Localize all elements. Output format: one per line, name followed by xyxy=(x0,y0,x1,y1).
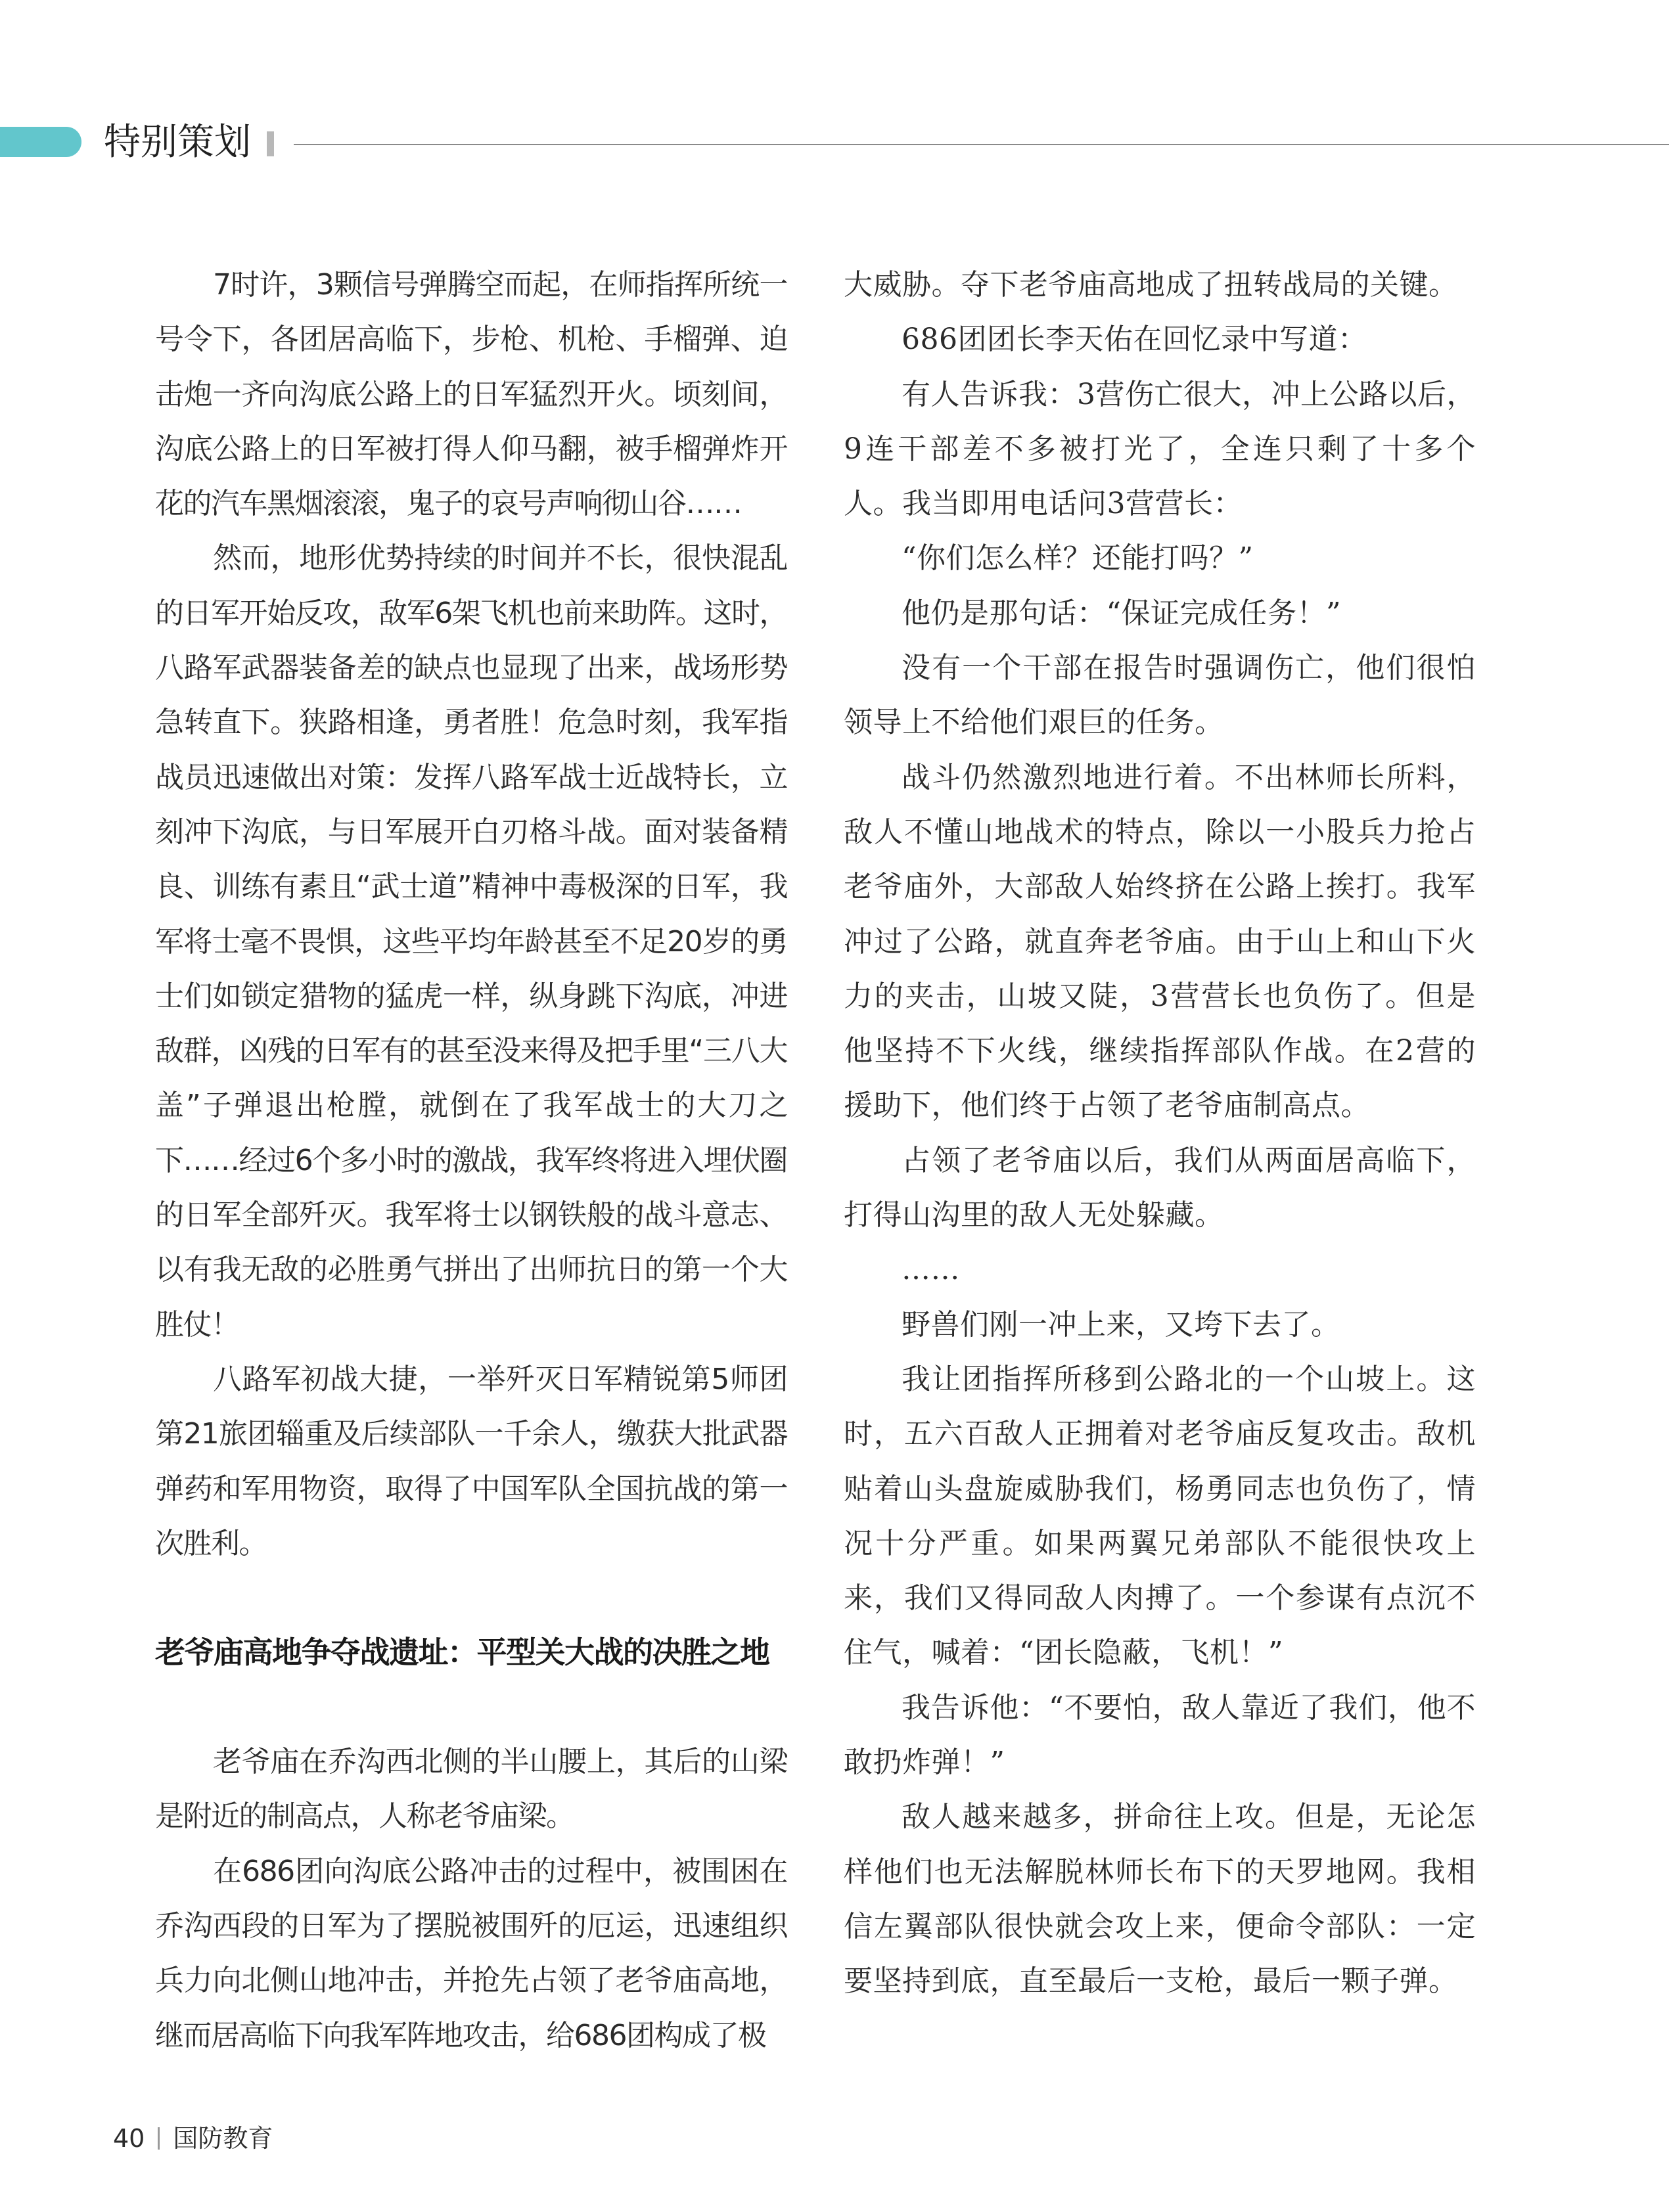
quote-paragraph: 野兽们刚一冲上来，又垮下去了。 xyxy=(902,1307,1340,1342)
paragraph: 7时许，3颗信号弹腾空而起，在师指挥所统一号令下，各团居高临下，步枪、机枪、手榴弹、迫击炮一齐向沟底公路上的日军猛烈开火。顷刻间，沟底公路上的日军被打得人仰马翻，被手榴弹炸开花的汽车黑烟滚滚，鬼子的哀号声响彻山谷…… xyxy=(155,268,787,521)
quote-paragraph: 敌人越来越多，拼命往上攻。但是，无论怎样他们也无法解脱林师长布下的天罗地网。我相信左翼部队很快就会攻上来，便命令部队：一定要坚持到底，直至最后一支枪，最后一颗子弹。 xyxy=(844,1800,1476,1998)
quote-paragraph: 没有一个干部在报告时强调伤亡，他们很怕领导上不给他们艰巨的任务。 xyxy=(844,651,1476,740)
paragraph: 686团团长李天佑在回忆录中写道： xyxy=(902,323,1367,357)
ellipsis-line: …… xyxy=(902,1253,960,1287)
paragraph: 在686团向沟底公路冲击的过程中，被围困在乔沟西段的日军为了摆脱被围歼的厄运，迅速组织兵力向北侧山地冲击，并抢先占领了老爷庙高地，继而居高临下向我军阵地攻击，给686团构成了极 xyxy=(155,1854,787,2052)
header-rule xyxy=(294,144,1669,145)
header-accent-tab xyxy=(0,127,81,157)
quote-paragraph: 他仍是那句话：“保证完成任务！” xyxy=(902,596,1341,630)
page-number: 40 xyxy=(113,2123,145,2153)
quote-paragraph: 战斗仍然激烈地进行着。不出林师长所料，敌人不懂山地战术的特点，除以一小股兵力抢占老爷庙外，大部敌人始终挤在公路上挨打。我军冲过了公路，就直奔老爷庙。由于山上和山下火力的夹击，山坡又陡，3营营长也负伤了。但是他坚持不下火线，继续指挥部队作战。在2营的援助下，他们终于占领了老爷庙制高点。 xyxy=(844,760,1476,1123)
quote-paragraph: 我让团指挥所移到公路北的一个山坡上。这时，五六百敌人正拥着对老爷庙反复攻击。敌机贴着山头盘旋威胁我们，杨勇同志也负伤了，情况十分严重。如果两翼兄弟部队不能很快攻上来，我们又得同敌人肉搏了。一个参谋有点沉不住气，喊着：“团长隐蔽，飞机！” xyxy=(844,1362,1476,1670)
paragraph: 八路军初战大捷，一举歼灭日军精锐第5师团第21旅团辎重及后续部队一千余人，缴获大批武器弹药和军用物资，取得了中国军队全国抗战的第一次胜利。 xyxy=(155,1362,787,1560)
quote-paragraph: “你们怎么样？还能打吗？” xyxy=(902,541,1254,576)
section-title: 老爷庙高地争夺战遗址：平型关大战的决胜之地 xyxy=(155,1635,769,1671)
quote-paragraph: 占领了老爷庙以后，我们从两面居高临下，打得山沟里的敌人无处躲藏。 xyxy=(844,1143,1476,1232)
magazine-name: 国防教育 xyxy=(173,2123,273,2153)
section-header xyxy=(0,120,1669,166)
left-column xyxy=(155,258,787,2063)
section-label: 特别策划 xyxy=(104,121,251,164)
right-column xyxy=(844,258,1476,2009)
paragraph: 老爷庙在乔沟西北侧的半山腰上，其后的山梁是附近的制高点，人称老爷庙梁。 xyxy=(155,1745,787,1834)
page-footer xyxy=(113,2119,273,2154)
paragraph: 然而，地形优势持续的时间并不长，很快混乱的日军开始反攻，敌军6架飞机也前来助阵。这时，八路军武器装备差的缺点也显现了出来，战场形势急转直下。狭路相逢，勇者胜！危急时刻，我军指战员迅速做出对策：发挥八路军战士近战特长，立刻冲下沟底，与日军展开白刃格斗战。面对装备精良、训练有素且“武士道”精神中毒极深的日军，我军将士毫不畏惧，这些平均年龄甚至不足20岁的勇士们如锁定猎物的猛虎一样，纵身跳下沟底，冲进敌群，凶残的日军有的甚至没来得及把手里“三八大盖”子弹退出枪膛，就倒在了我军战士的大刀之下……经过6个多小时的激战，我军终将进入埋伏圈的日军全部歼灭。我军将士以钢铁般的战斗意志、以有我无敌的必胜勇气拼出了出师抗日的第一个大胜仗！ xyxy=(155,541,787,1342)
header-divider-bar xyxy=(267,131,274,156)
footer-divider xyxy=(158,2127,160,2150)
quote-paragraph: 我告诉他：“不要怕，敌人靠近了我们，他不敢扔炸弹！” xyxy=(844,1690,1476,1780)
paragraph-continuation: 大威胁。夺下老爷庙高地成了扭转战局的关键。 xyxy=(844,268,1458,302)
quote-paragraph: 有人告诉我：3营伤亡很大，冲上公路以后，9连干部差不多被打光了，全连只剩了十多个人。我当即用电话问3营营长： xyxy=(844,377,1476,521)
